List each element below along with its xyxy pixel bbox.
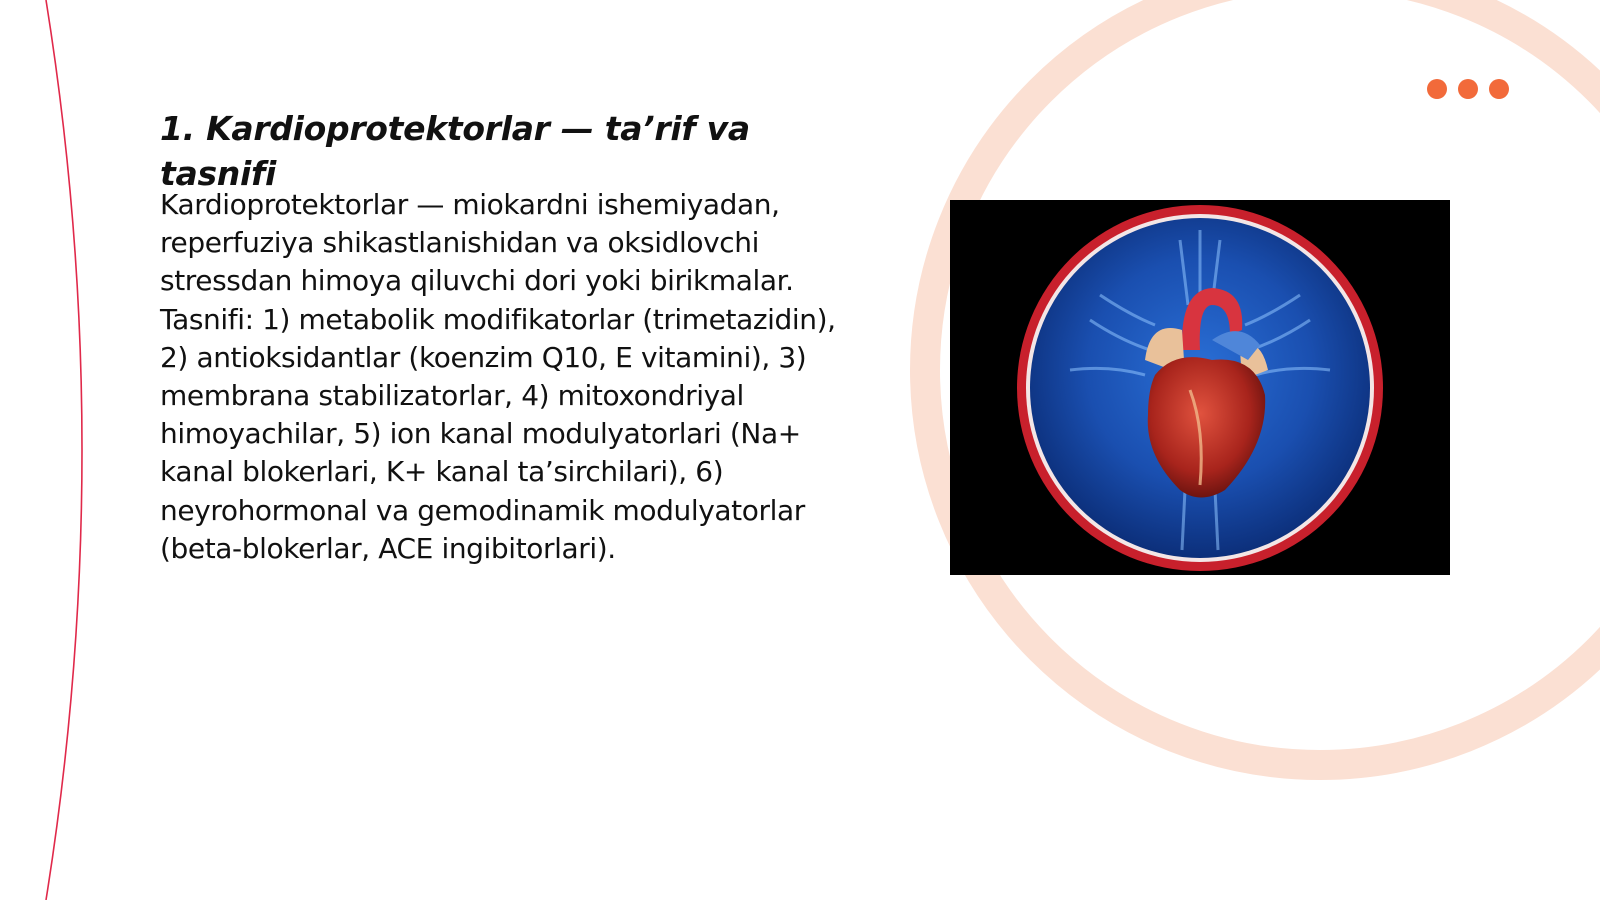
slide-body-text: Kardioprotektorlar — miokardni ishemiyadan, reperfuziya shikastlanishidan va oksidlovchi stressdan himoya qiluvchi dori yoki birikmalar. Tasnifi: 1) metabolik modifikatorlar (trimetazidin), 2) antioksidantlar (koenzim Q10, E vitamini), 3) membrana stabilizatorlar, 4) mitoxondriyal himoyachilar, 5) ion kanal modulyatorlari (Na+ kanal blokerlari, K+ kanal ta’sirchilari), 6) neyrohormonal va gemodinamik modulyatorlar (beta-blokerlar, ACE ingibitorlari). xyxy=(160,188,836,565)
menu-dots-icon xyxy=(1427,79,1509,99)
slide-title: 1. Kardioprotektorlar — ta’rif va tasnifi xyxy=(160,109,750,193)
heart-image xyxy=(950,200,1450,575)
dot-icon xyxy=(1489,79,1509,99)
dot-icon xyxy=(1427,79,1447,99)
left-curve-line xyxy=(46,0,82,900)
dot-icon xyxy=(1458,79,1478,99)
